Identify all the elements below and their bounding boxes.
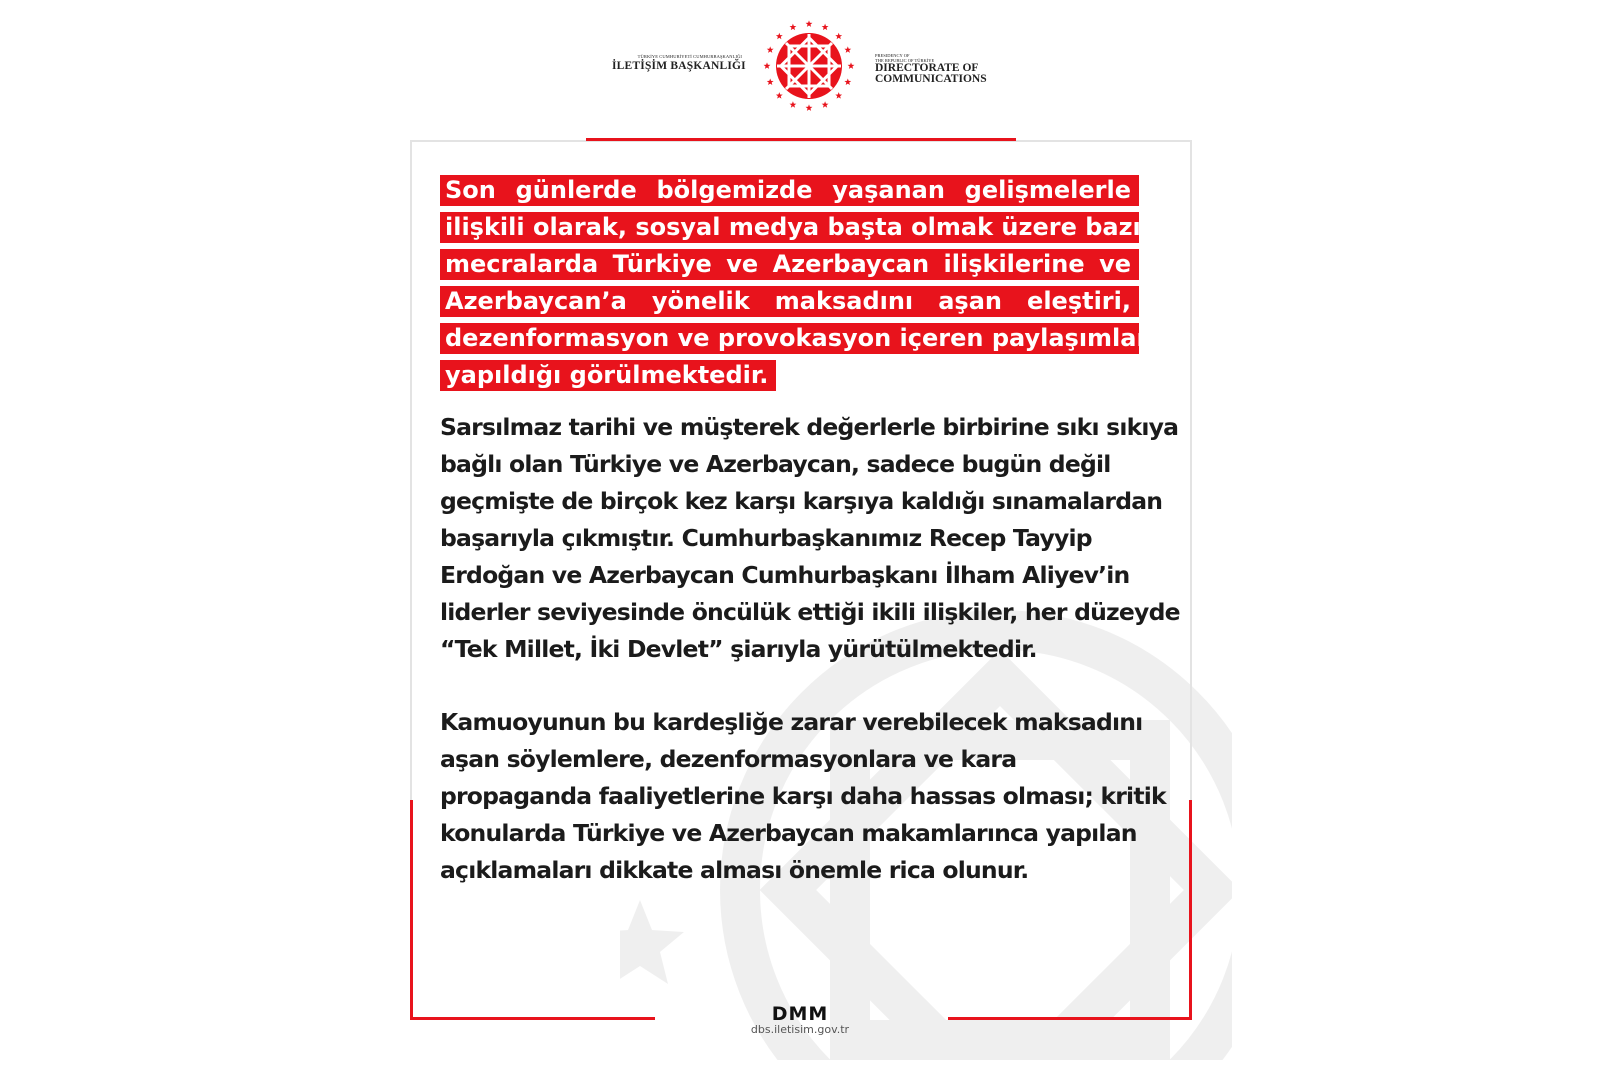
directorate-title-tr: İLETİŞİM BAŞKANLIĞI — [612, 60, 746, 72]
directorate-name-en — [875, 53, 1015, 85]
seal-star-icon — [835, 92, 842, 99]
seal-star-icon — [790, 24, 797, 31]
paragraph-line: açıklamaları dikkate alması önemle rica olunur. — [440, 856, 1029, 884]
highlight-line: dezenformasyon ve provokasyon içeren paylaşımlar — [440, 323, 1139, 354]
seal-star-icon — [790, 101, 797, 108]
seal-star-icon — [844, 46, 851, 53]
paragraph-line: propaganda faaliyetlerine karşı daha hassas olması; kritik — [440, 782, 1166, 810]
seal-star-icon — [767, 46, 774, 53]
letterhead — [0, 20, 1600, 120]
frame-accent-bottom-right — [948, 1017, 1192, 1020]
frame-accent-bottom-left — [410, 1017, 655, 1020]
highlight-line: mecralarda Türkiye ve Azerbaycan ilişkilerine ve — [440, 249, 1139, 280]
seal-star-icon — [822, 24, 829, 31]
paragraph-line: Sarsılmaz tarihi ve müşterek değerlerle birbirine sıkı sıkıya — [440, 413, 1179, 441]
highlight-line: yapıldığı görülmektedir. — [440, 360, 776, 391]
paragraph-line: başarıyla çıkmıştır. Cumhurbaşkanımız Recep Tayyip — [440, 524, 1092, 552]
seal-star-icon — [776, 92, 783, 99]
directorate-title-en-2: COMMUNICATIONS — [875, 73, 987, 85]
paragraph-line: Erdoğan ve Azerbaycan Cumhurbaşkanı İlham Aliyev’in — [440, 561, 1130, 589]
highlight-line: Son günlerde bölgemizde yaşanan gelişmelerle — [440, 175, 1139, 206]
paragraph-line: “Tek Millet, İki Devlet” şiarıyla yürütülmektedir. — [440, 635, 1037, 663]
presidency-label-tr: TÜRKİYE CUMHURİYETİ CUMHURBAŞKANLIĞI — [637, 54, 742, 59]
seal-star-icon — [844, 78, 851, 85]
seal-star-icon — [806, 20, 813, 27]
presidency-label-en-2: THE REPUBLIC OF TÜRKİYE — [875, 58, 935, 63]
seal-star-icon — [767, 78, 774, 85]
paragraph-line: bağlı olan Türkiye ve Azerbaycan, sadece bugün değil — [440, 450, 1111, 478]
dmm-logo: DMM — [771, 1003, 829, 1025]
website-link[interactable]: dbs.iletisim.gov.tr — [750, 1023, 850, 1036]
highlighted-lead — [440, 175, 1149, 391]
frame-accent-top — [586, 138, 1016, 141]
seal-star-icon — [822, 101, 829, 108]
presidency-label-en-1: PRESIDENCY OF — [875, 53, 910, 58]
paragraph-line: aşan söylemlere, dezenformasyonlara ve kara — [440, 745, 1017, 773]
frame-accent-left — [410, 800, 413, 1020]
paragraph-line: geçmişte de birçok kez karşı karşıya kaldığı sınamalardan — [440, 487, 1163, 515]
footer-brand — [740, 1005, 860, 1037]
paragraph-line: liderler seviyesinde öncülük ettiği ikili ilişkiler, her düzeyde — [440, 598, 1180, 626]
highlight-line: ilişkili olarak, sosyal medya başta olmak üzere bazı — [440, 212, 1139, 243]
seal-star-icon — [764, 62, 771, 69]
paragraph-relations — [440, 409, 1180, 668]
seal-star-icon — [835, 33, 842, 40]
highlight-line: Azerbaycan’a yönelik maksadını aşan eleştiri, — [440, 286, 1139, 317]
directorate-title-en-1: DIRECTORATE OF — [875, 62, 979, 74]
seal-star-icon — [806, 104, 813, 111]
paragraph-line: konularda Türkiye ve Azerbaycan makamlarınca yapılan — [440, 819, 1137, 847]
seal-star-icon — [776, 33, 783, 40]
frame-accent-right — [1189, 800, 1192, 1020]
directorate-name-tr — [612, 54, 746, 72]
paragraph-line: Kamuoyunun bu kardeşliğe zarar verebilecek maksadını — [440, 708, 1143, 736]
seal-star-icon — [848, 62, 855, 69]
paragraph-request — [440, 704, 1166, 889]
statement-body — [440, 175, 1180, 889]
presidential-seal-icon — [763, 20, 855, 112]
